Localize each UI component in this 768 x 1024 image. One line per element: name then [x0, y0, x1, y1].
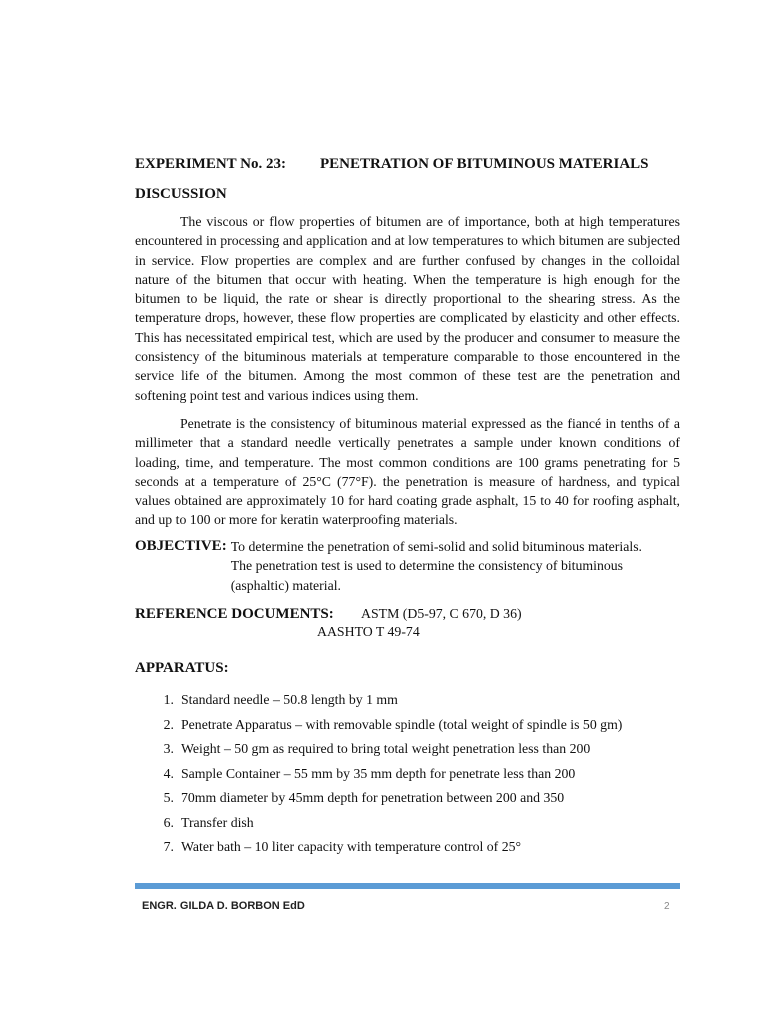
list-item-text: Sample Container – 55 mm by 35 mm depth for penetrate less than 200	[181, 765, 576, 781]
list-item	[135, 835, 680, 860]
list-item-number: 2.	[163, 716, 174, 732]
list-item	[135, 688, 680, 713]
footer-divider	[135, 883, 680, 889]
list-item-text: 70mm diameter by 45mm depth for penetration between 200 and 350	[181, 790, 565, 806]
reference-doc-astm: ASTM (D5-97, C 670, D 36)	[361, 606, 522, 622]
experiment-title: PENETRATION OF BITUMINOUS MATERIALS	[320, 156, 649, 172]
list-item-text: Penetrate Apparatus – with removable spindle (total weight of spindle is 50 gm)	[181, 716, 623, 732]
objective-line-2: The penetration test is used to determine the consistency of bituminous (asphaltic) material.	[230, 558, 624, 593]
apparatus-list	[135, 688, 680, 860]
discussion-paragraph-1: The viscous or flow properties of bitumen are of importance, both at high temperatures encountered in processing and application and at low temperatures to which bitumen are subjected in service. Flow properties are complex and are further confused by changes in the colloidal nature of the bitumen that occur with heating. When the temperature is high enough for the bitumen to be liquid, the rate or shear is directly proportional to the shearing stress. As the temperature drops, however, these flow properties are complicated by elasticity and other effects. This has necessitated empirical test, which are used by the producer and consumer to measure the consistency of the bituminous materials at temperature comparable to those encountered in the service life of the bitumen. Among the most common of these test are the penetration and softening point test and various indices using them.	[135, 214, 680, 403]
list-item-number: 6.	[163, 814, 174, 830]
footer-author: ENGR. GILDA D. BORBON EdD	[142, 900, 305, 912]
list-item-text: Transfer dish	[181, 814, 254, 830]
list-item	[135, 713, 680, 738]
list-item-number: 7.	[163, 839, 174, 855]
list-item-text: Standard needle – 50.8 length by 1 mm	[181, 692, 398, 708]
objective-section	[135, 537, 680, 596]
discussion-heading: DISCUSSION	[135, 186, 227, 202]
apparatus-heading: APPARATUS:	[135, 660, 229, 677]
objective-line-1: To determine the penetration of semi-solid and solid bituminous materials.	[230, 538, 643, 554]
reference-label: REFERENCE DOCUMENTS:	[135, 606, 334, 623]
reference-doc-aashto: AASHTO T 49-74	[317, 624, 420, 640]
discussion-paragraph-2: Penetrate is the consistency of bituminous material expressed as the fiancé in tenths of a millimeter that a standard needle vertically penetrates a sample under known conditions of loading, time, and temperature. The most common conditions are 100 grams penetrating for 5 seconds at a temperature of 25°C (77°F). the penetration is measure of hardness, and typical values obtained are approximately 10 for hard coating grade asphalt, 15 to 40 for roofing asphalt, and up to 100 or more for keratin waterproofing materials.	[135, 415, 680, 528]
list-item	[135, 737, 680, 762]
list-item	[135, 762, 680, 787]
experiment-heading	[135, 154, 680, 174]
list-item	[135, 811, 680, 836]
list-item-text: Water bath – 10 liter capacity with temperature control of 25°	[181, 839, 522, 855]
objective-text	[227, 537, 680, 596]
page-number: 2	[664, 901, 670, 912]
list-item-text: Weight – 50 gm as required to bring total weight penetration less than 200	[181, 741, 591, 757]
list-item-number: 1.	[163, 692, 174, 708]
list-item	[135, 786, 680, 811]
reference-documents	[135, 605, 680, 640]
experiment-number: EXPERIMENT No. 23:	[135, 156, 286, 172]
objective-label: OBJECTIVE:	[135, 537, 227, 554]
list-item-number: 4.	[163, 765, 174, 781]
document-page	[135, 154, 680, 860]
list-item-number: 5.	[163, 790, 174, 806]
list-item-number: 3.	[163, 741, 174, 757]
